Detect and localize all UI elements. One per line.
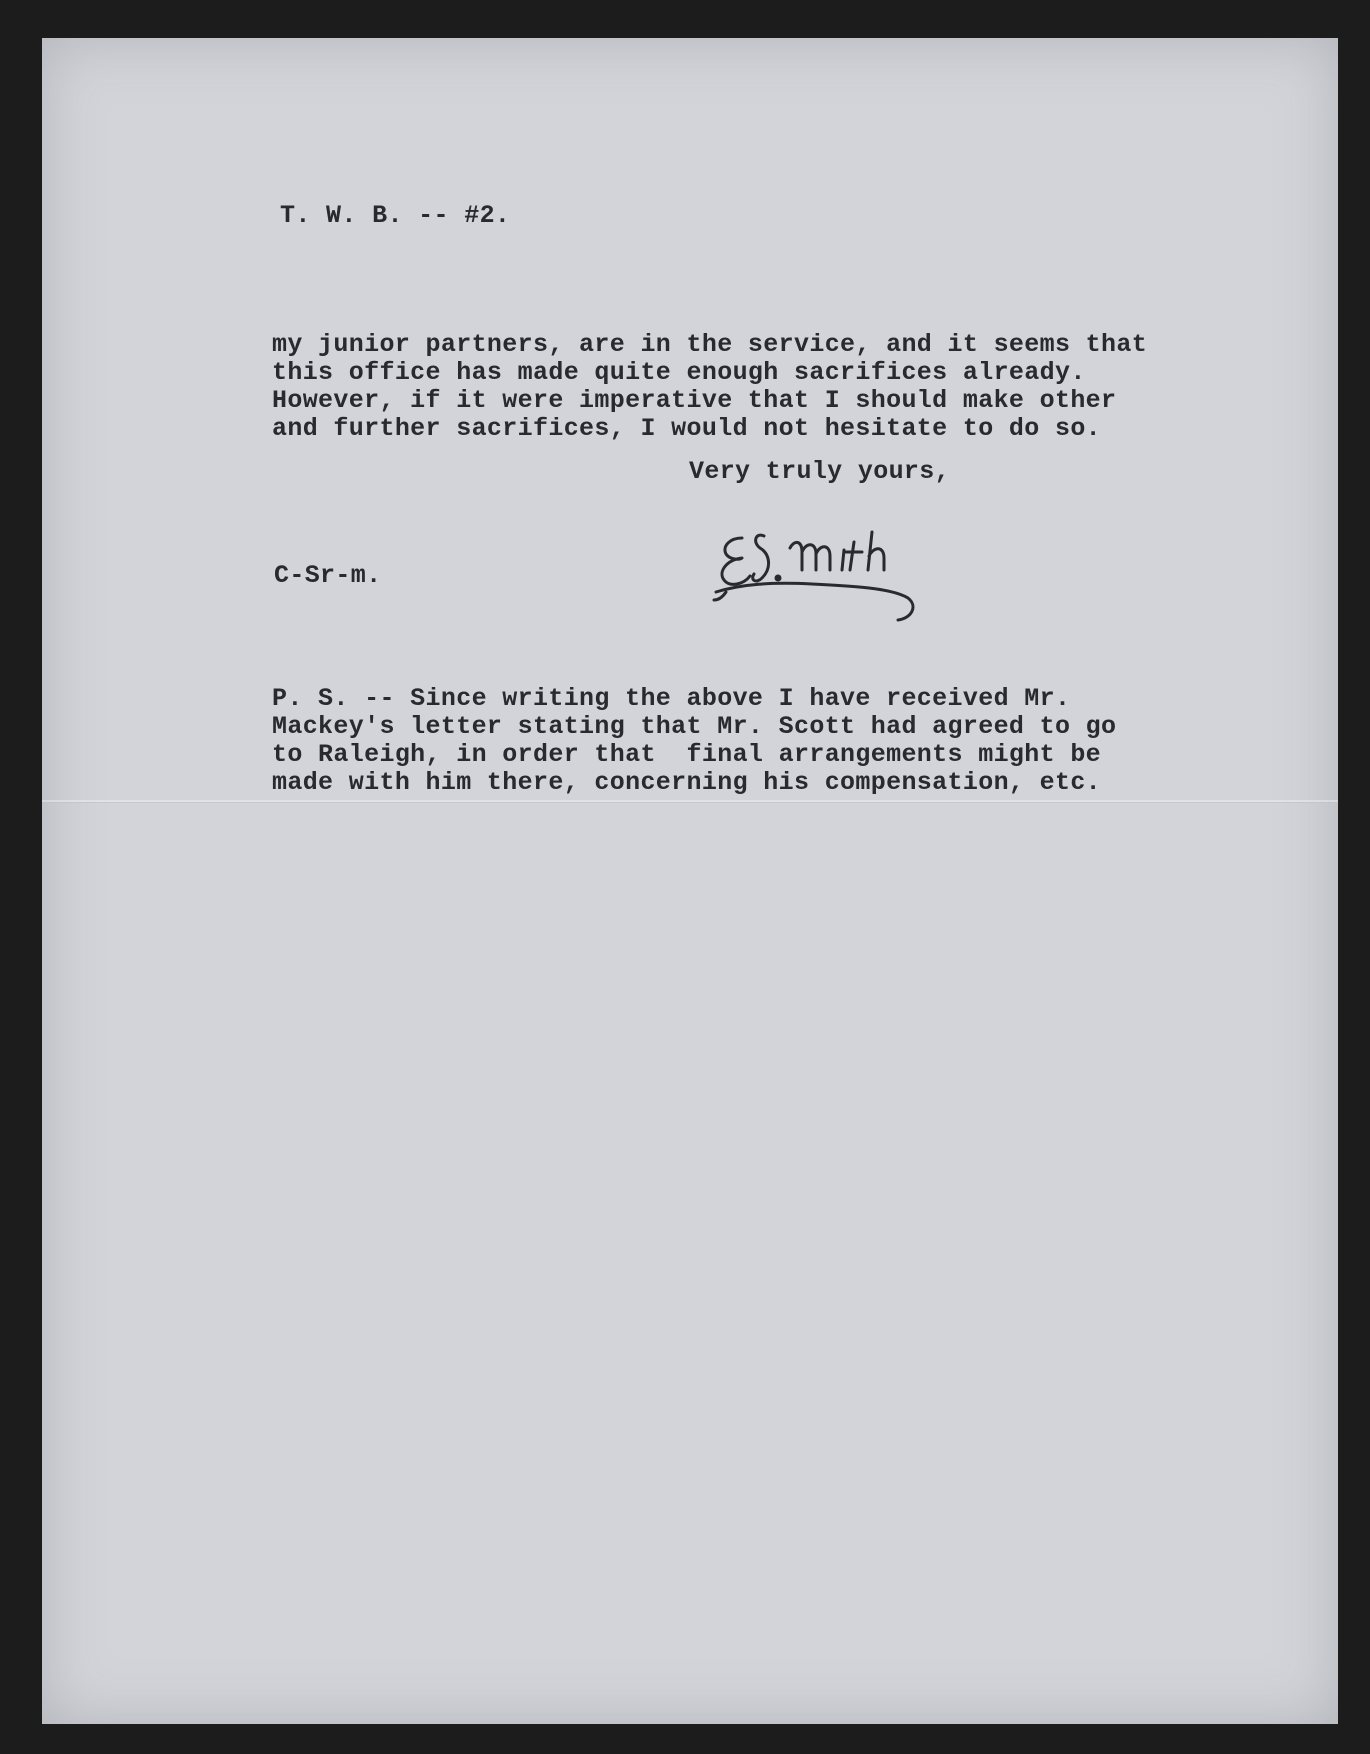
page-reference: T. W. B. -- #2.	[280, 201, 511, 230]
body-line: my junior partners, are in the service, and it seems that	[272, 330, 1148, 359]
postscript-line: made with him there, concerning his compensation, etc.	[272, 768, 1102, 797]
paper-fold-line	[42, 800, 1338, 803]
body-line: this office has made quite enough sacrifices already.	[272, 358, 1086, 387]
letter-page	[42, 38, 1338, 1724]
postscript-line: to Raleigh, in order that final arrangements might be	[272, 740, 1102, 769]
letter-body-paragraph	[272, 331, 1147, 443]
postscript-line: P. S. -- Since writing the above I have received Mr.	[272, 684, 1071, 713]
postscript-line: Mackey's letter stating that Mr. Scott had agreed to go	[272, 712, 1117, 741]
typist-initials: C-Sr-m.	[274, 561, 382, 590]
body-line: and further sacrifices, I would not hesitate to do so.	[272, 414, 1102, 443]
postscript-paragraph	[272, 685, 1116, 797]
handwritten-signature	[712, 518, 972, 658]
complimentary-closing: Very truly yours,	[689, 457, 950, 486]
body-line: However, if it were imperative that I should make other	[272, 386, 1117, 415]
